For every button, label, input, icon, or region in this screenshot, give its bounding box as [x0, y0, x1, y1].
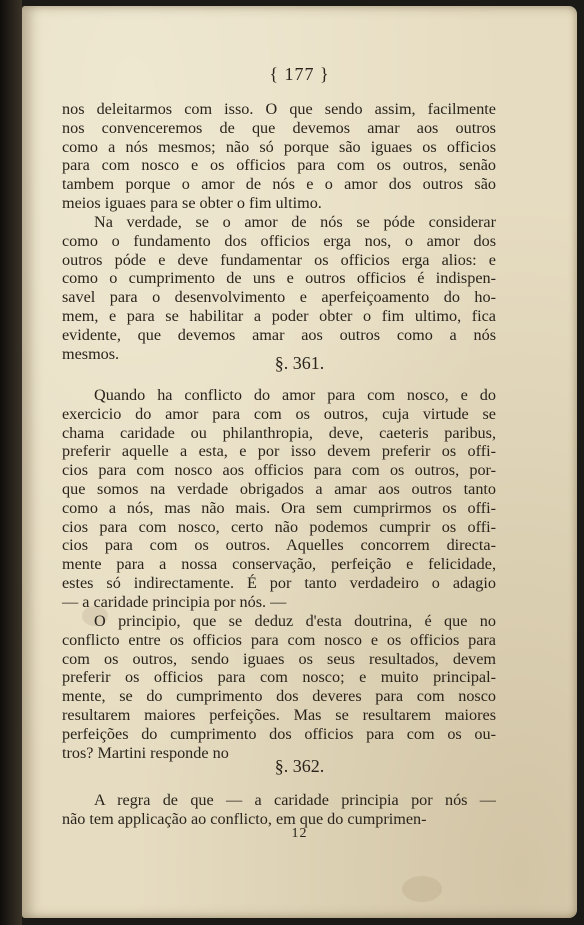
text-line: O principio, que se deduz d'esta doutrina, é que no [94, 612, 496, 630]
text-line: que somos na verdade obrigados a amar aos outros tanto [62, 479, 496, 498]
text-line: preferir os officios para com nosco; e muito principal- [62, 668, 496, 687]
text-line: conflicto entre os officios para com nosco e os officios para [62, 630, 496, 649]
paragraph-principio [62, 612, 496, 762]
text-line: preferir aquelle a esta, e por isso devem preferir os offi- [62, 442, 496, 461]
signature-mark: 12 [291, 826, 308, 841]
text-line: como a nós, mas não mais. Ora sem cumprirmos os offi- [62, 498, 496, 517]
paragraph-na-verdade [62, 213, 496, 363]
text-line: cios para com nosco aos officios para com os outros, por- [62, 461, 496, 480]
text-line: como o fundamento dos officios erga nos, o amor dos [62, 231, 496, 250]
section-heading-361: §. 361. [274, 353, 325, 373]
text-line: cios para com nosco, certo não podemos cumprir os offi- [62, 517, 496, 536]
page-stain [402, 876, 442, 902]
text-line: mente para a nossa conservação, perfeição e felicidade, [62, 555, 496, 574]
paragraph-section-362 [62, 791, 496, 829]
paragraph-section-361 [62, 386, 496, 612]
text-line: nos convenceremos de que devemos amar aos outros [62, 118, 496, 137]
text-line: nos deleitarmos com isso. O que sendo assim, facilmente [62, 100, 496, 118]
text-line: savel para o desenvolvimento e aperfeiçoamento do ho- [62, 288, 496, 307]
book-spine-shadow [0, 0, 22, 925]
text-line: Quando ha conflicto do amor para com nosco, e do [94, 386, 496, 404]
book-page [22, 6, 577, 918]
text-line: cios para com os outros. Aquelles concorrem directa- [62, 536, 496, 555]
text-line: perfeições do cumprimento dos officios para com os ou- [62, 724, 496, 743]
text-line: tros? Martini responde no [62, 743, 229, 762]
text-line: mente, se do cumprimento dos deveres para com nosco [62, 687, 496, 706]
text-line: Na verdade, se o amor de nós se póde considerar [94, 213, 496, 231]
text-line: mem, e para se habilitar a poder obter o fim ultimo, fica [62, 306, 496, 325]
text-line: para com nosco e os officios para com os outros, senão [62, 156, 496, 175]
text-line: exercicio do amor para com os outros, cuja virtude se [62, 404, 496, 423]
text-line: como a nós mesmos; não só porque são iguaes os officios [62, 137, 496, 156]
text-line: como o cumprimento de uns e outros officios é indispen- [62, 269, 496, 288]
text-line: tambem porque o amor de nós e o amor dos outros são [62, 175, 496, 194]
text-line: meios iguaes para se obter o fim ultimo. [62, 193, 322, 212]
text-line: — a caridade principia por nós. — [62, 592, 287, 611]
page-number-header: { 177 } [269, 64, 330, 84]
text-line: com os outros, sendo iguaes os seus resultados, devem [62, 649, 496, 668]
text-line: mesmos. [62, 344, 120, 363]
text-line: A regra de que — a caridade principia por nós — [94, 791, 496, 809]
paragraph-continuation [62, 100, 496, 213]
text-line: outros póde e deve fundamentar os officios erga alios: e [62, 250, 496, 269]
text-line: chama caridade ou philanthropia, deve, caeteris paribus, [62, 423, 496, 442]
text-line: estes só indirectamente. É por tanto verdadeiro o adagio [62, 573, 496, 592]
section-heading-362: §. 362. [274, 756, 325, 776]
text-line: resultarem maiores perfeições. Mas se resultarem maiores [62, 705, 496, 724]
text-line: não tem applicação ao conflicto, em que do cumprimen- [62, 809, 427, 828]
text-line: evidente, que devemos amar aos outros como a nós [62, 325, 496, 344]
